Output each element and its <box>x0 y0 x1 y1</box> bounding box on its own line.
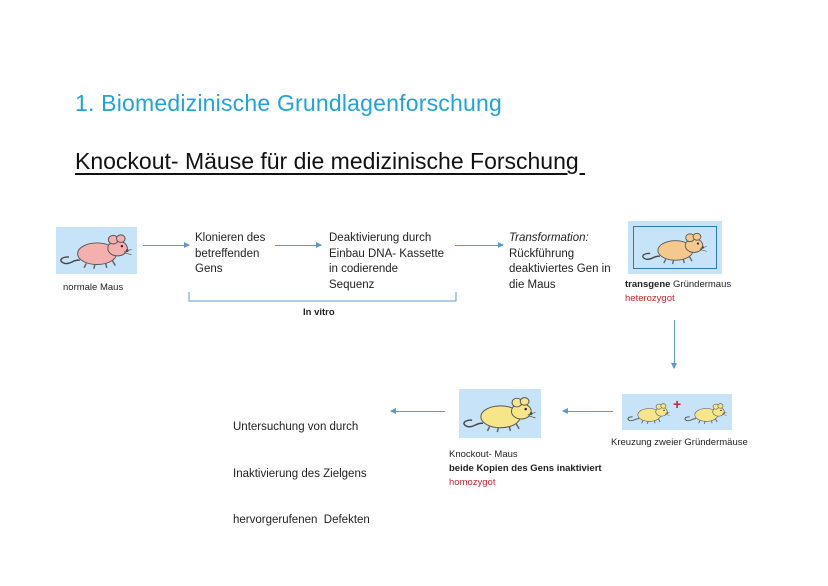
knockout-title: Knockout- Maus <box>449 449 518 460</box>
homozygot-label: homozygot <box>449 477 496 488</box>
transgene-bold: transgene <box>625 279 671 290</box>
transgene-inner-frame <box>633 226 717 269</box>
yellow-mouse-icon <box>459 389 541 438</box>
page-title: 1. Biomedizinische Grundlagenforschung <box>75 90 502 116</box>
untersuchung-line-2: Inaktivierung des Zielgens <box>233 467 367 480</box>
deaktivierung-line-2: Einbau DNA- Kassette <box>329 247 445 260</box>
transformation-line-1: Rückführung <box>509 247 575 260</box>
step-klonieren <box>195 231 265 278</box>
arrow-1 <box>143 245 189 246</box>
klonieren-line-3: Gens <box>195 263 223 275</box>
untersuchung-line-1: Untersuchung von durch <box>233 421 359 433</box>
yellow-mouse-icon <box>634 227 716 268</box>
knockout-bold-label: beide Kopien des Gens inaktiviert <box>449 463 602 474</box>
arrow-2 <box>275 245 321 246</box>
heterozygot-label: heterozygot <box>625 293 675 304</box>
klonieren-line-1: Klonieren des <box>195 232 266 244</box>
transgene-mouse-box <box>628 221 722 274</box>
untersuchung-line-3: hervorgerufenen Defekten <box>233 514 370 526</box>
arrow-4 <box>563 411 613 412</box>
yellow-mouse-icon-right <box>682 399 730 427</box>
transformation-line-2: deaktiviertes Gen in <box>509 263 611 275</box>
klonieren-line-2: betreffenden <box>195 247 260 260</box>
deaktivierung-line-1: Deaktivierung durch <box>329 232 432 244</box>
page-subtitle: Knockout- Mäuse für die medizinische Forschung <box>75 148 586 174</box>
transformation-line-3: die Maus <box>509 278 556 291</box>
arrow-3 <box>455 245 503 246</box>
plus-sign: + <box>673 396 682 412</box>
arrow-down <box>674 320 675 368</box>
transgene-label <box>625 278 731 291</box>
deaktivierung-line-3: in codierende <box>329 263 399 275</box>
normal-mouse-label: normale Maus <box>63 282 124 293</box>
deaktivierung-line-4: Sequenz <box>329 278 375 291</box>
normal-mouse-box <box>56 227 137 274</box>
yellow-mouse-icon-left <box>625 399 673 427</box>
step-deaktivierung <box>329 231 444 293</box>
transformation-title: Transformation: <box>509 232 589 244</box>
pink-mouse-icon <box>56 227 137 274</box>
knockout-mouse-box <box>459 389 541 438</box>
transgene-rest: Gründermaus <box>670 279 732 290</box>
in-vitro-label: In vitro <box>303 307 335 318</box>
in-vitro-bracket <box>188 292 458 304</box>
step-untersuchung <box>233 389 370 544</box>
arrow-5 <box>391 411 445 412</box>
kreuzung-label: Kreuzung zweier Gründermäuse <box>611 437 748 448</box>
kreuzung-box <box>622 394 732 430</box>
step-transformation <box>509 231 611 293</box>
